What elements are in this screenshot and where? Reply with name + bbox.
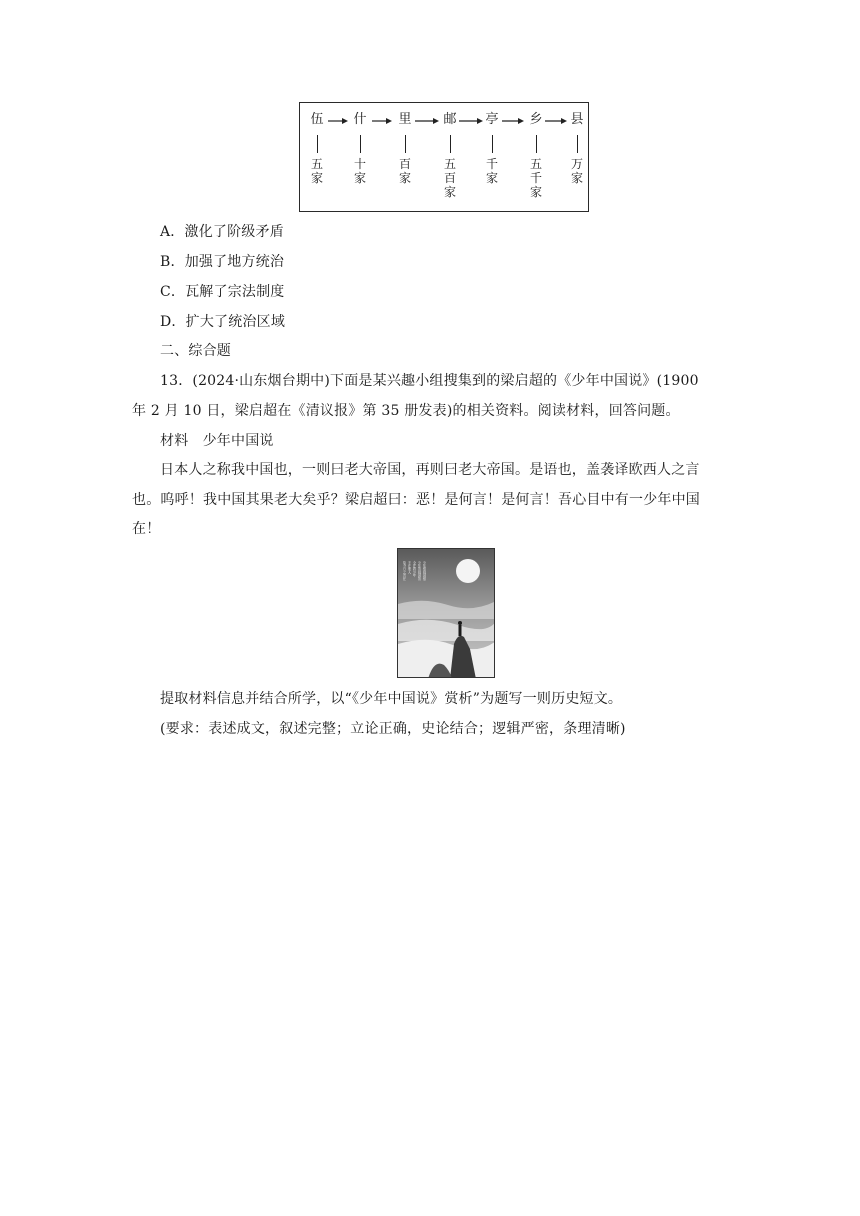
material-text-line-3: 在！ <box>132 521 161 537</box>
node-household-count: 五 家 <box>310 157 323 185</box>
node-connector <box>405 135 406 153</box>
node-name: 县 <box>570 112 584 127</box>
node-name: 邮 <box>443 112 457 127</box>
poster-caption-1: 故今日之责任 <box>402 561 406 581</box>
option-c: C．瓦解了宗法制度 <box>160 284 285 300</box>
node-name: 亭 <box>485 112 499 127</box>
node-connector <box>360 135 361 153</box>
node-household-count: 千 家 <box>485 157 498 185</box>
diagram-node-you <box>439 111 461 199</box>
poster-caption-4: 少年智则国智 <box>417 561 421 581</box>
diagram-node-ting <box>481 111 503 185</box>
arrow-icon <box>545 117 567 125</box>
node-name: 乡 <box>529 112 543 127</box>
question-stem-line-1: 13．(2024·山东烟台期中)下面是某兴趣小组搜集到的梁启超的《少年中国说》(1900 <box>160 373 699 389</box>
question-stem-line-2: 年 2 月 10 日，梁启超在《清议报》第 35 册发表)的相关资料。阅读材料，回答问题。 <box>132 403 680 419</box>
diagram-node-shi <box>349 111 371 185</box>
material-text-line-2: 也。呜呼！我中国其果老大矣乎？梁启超曰：恶！是何言！是何言！吾心目中有一少年中国 <box>132 492 700 508</box>
arrow-icon <box>459 117 483 125</box>
option-a: A．激化了阶级矛盾 <box>160 224 284 240</box>
node-name: 伍 <box>310 112 324 127</box>
section-title: 二、综合题 <box>160 343 231 359</box>
node-connector <box>536 135 537 153</box>
poster-caption-5: 少年强则国强 <box>422 561 426 581</box>
option-d: D．扩大了统治区域 <box>160 314 286 330</box>
task-prompt: 提取材料信息并结合所学，以“《少年中国说》赏析”为题写一则历史短文。 <box>160 691 623 707</box>
answer-requirements: (要求：表述成文，叙述完整；立论正确，史论结合；逻辑严密，条理清晰) <box>160 721 626 737</box>
node-household-count: 十 家 <box>353 157 366 185</box>
poster-illustration <box>398 549 495 678</box>
poster-caption-2: 不在他人 <box>407 561 411 574</box>
material-label: 材料 少年中国说 <box>160 433 274 449</box>
node-connector <box>450 135 451 153</box>
diagram-node-xiang <box>525 111 547 199</box>
arrow-icon <box>502 117 524 125</box>
node-name: 什 <box>353 112 367 127</box>
node-household-count: 百 家 <box>398 157 411 185</box>
diagram-node-wu <box>306 111 328 185</box>
administrative-hierarchy-diagram <box>299 102 589 212</box>
node-household-count: 五 百 家 <box>443 157 456 199</box>
node-connector <box>317 135 318 153</box>
node-household-count: 万 家 <box>570 157 583 185</box>
arrow-icon <box>372 117 392 125</box>
option-b: B．加强了地方统治 <box>160 254 285 270</box>
node-connector <box>577 135 578 153</box>
young-china-poster-image <box>397 548 495 678</box>
node-household-count: 五 千 家 <box>529 157 542 199</box>
diagram-node-li <box>394 111 416 185</box>
node-connector <box>492 135 493 153</box>
diagram-node-xian <box>566 111 588 185</box>
material-text-line-1: 日本人之称我中国也，一则曰老大帝国，再则曰老大帝国。是语也，盖袭译欧西人之言 <box>160 462 700 478</box>
arrow-icon <box>415 117 439 125</box>
arrow-icon <box>328 117 348 125</box>
node-name: 里 <box>398 112 412 127</box>
poster-caption-3: 全在我少年 <box>412 561 416 577</box>
